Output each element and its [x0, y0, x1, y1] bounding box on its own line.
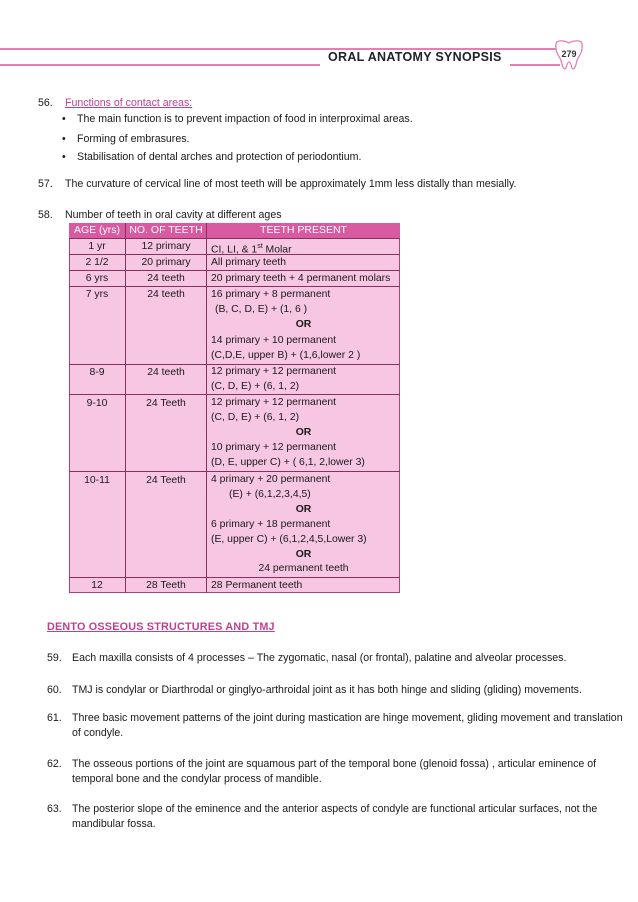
table-cell-age: 7 yrs: [85, 289, 109, 300]
table-cell-or: OR: [295, 319, 312, 330]
bullet-icon: •: [62, 133, 66, 145]
table-cell-present: (C, D, E) + (6, 1, 2): [211, 381, 300, 392]
table-cell-age: 1 yr: [88, 241, 106, 252]
item-56: [38, 96, 598, 110]
item-text: The curvature of cervical line of most teeth will be approximately 1mm less distally than mesially.: [65, 178, 517, 190]
table-cell-present: (C, D, E) + (6, 1, 2): [211, 412, 300, 423]
table-cell-age: 8-9: [89, 367, 105, 378]
item-text: Each maxilla consists of 4 processes – The zygomatic, nasal (or frontal), palatine and alveolar processes.: [72, 652, 567, 664]
bullet-text: Forming of embrasures.: [77, 133, 190, 145]
table-cell-present: 6 primary + 18 permanent: [211, 519, 331, 530]
table-header-age: AGE (yrs): [69, 223, 125, 238]
item-62: [47, 756, 607, 788]
item-text: TMJ is condylar or Diarthrodal or ginglyo-arthroidal joint as it has both hinge and sliding (gliding) movements.: [72, 684, 582, 696]
bullet-icon: •: [62, 113, 66, 125]
item-number: 61.: [47, 712, 62, 724]
item-number: 57.: [38, 178, 53, 190]
table-cell-present: 20 primary teeth + 4 permanent molars: [211, 273, 391, 284]
table-column-divider: [206, 223, 207, 593]
table-cell-age: 2 1/2: [85, 257, 109, 268]
item-60: [47, 682, 607, 698]
table-cell-present: 10 primary + 12 permanent: [211, 442, 337, 453]
table-cell-count: 12 primary: [141, 241, 191, 252]
table-header-count: NO. OF TEETH: [126, 223, 206, 238]
item-number: 60.: [47, 684, 62, 696]
item-text: Three basic movement patterns of the joint during mastication are hinge movement, gliding movement and translation: [72, 712, 623, 724]
section-heading: DENTO OSSEOUS STRUCTURES AND TMJ: [47, 621, 275, 633]
table-cell-present: (E, upper C) + (6,1,2,4,5,Lower 3): [211, 534, 367, 545]
item-text-continued: of condyle.: [72, 727, 124, 739]
item-text-continued: temporal bone and the condylar process of mandible.: [72, 773, 322, 785]
item-59: [47, 650, 607, 666]
item-text: The posterior slope of the eminence and the anterior aspects of condyle are functional articular surfaces, not the: [72, 803, 598, 815]
table-cell-age: 6 yrs: [85, 273, 109, 284]
table-cell-present: (B, C, D, E) + (1, 6 ): [215, 304, 308, 315]
table-cell-present: (C,D,E, upper B) + (1,6,lower 2 ): [211, 350, 361, 361]
item-63: [47, 801, 607, 833]
item-text: Number of teeth in oral cavity at different ages: [65, 209, 282, 221]
item-number: 59.: [47, 652, 62, 664]
item-heading: Functions of contact areas:: [65, 97, 193, 109]
table-cell-present: 24 permanent teeth: [258, 563, 349, 574]
item-61: [47, 710, 623, 742]
table-cell-or: OR: [295, 549, 312, 560]
table-cell-present: 28 Permanent teeth: [211, 580, 303, 591]
table-cell-count: 28 Teeth: [146, 580, 186, 591]
running-header-title: ORAL ANATOMY SYNOPSIS: [320, 50, 510, 66]
table-cell-count: 24 teeth: [147, 367, 185, 378]
table-cell-present: (E) + (6,1,2,3,4,5): [229, 489, 311, 500]
item-number: 56.: [38, 97, 53, 109]
item-58: [38, 208, 598, 222]
table-cell-count: 24 teeth: [147, 289, 185, 300]
table-cell-present: 12 primary + 12 permanent: [211, 366, 337, 377]
teeth-age-table: [69, 223, 400, 593]
table-cell-age: 12: [91, 580, 103, 591]
table-cell-count: 24 teeth: [147, 273, 185, 284]
table-cell-count: 24 Teeth: [146, 398, 186, 409]
table-cell-present: 16 primary + 8 permanent: [211, 289, 331, 300]
bullet-icon: •: [62, 151, 66, 163]
table-cell-present: 12 primary + 12 permanent: [211, 397, 337, 408]
table-cell-or: OR: [295, 427, 312, 438]
bullet-text: Stabilisation of dental arches and protection of periodontium.: [77, 151, 362, 163]
table-cell-age: 10-11: [84, 475, 110, 486]
table-cell-count: 24 Teeth: [146, 475, 186, 486]
item-number: 63.: [47, 803, 62, 815]
table-cell-present: 14 primary + 10 permanent: [211, 335, 337, 346]
table-cell-count: 20 primary: [141, 257, 191, 268]
table-header-present: TEETH PRESENT: [207, 223, 400, 238]
item-text-continued: mandibular fossa.: [72, 818, 156, 830]
table-cell-or: OR: [295, 504, 312, 515]
table-cell-present: (D, E, upper C) + ( 6,1, 2,lower 3): [211, 457, 365, 468]
item-number: 58.: [38, 209, 53, 221]
item-57: [38, 177, 618, 191]
table-cell-present: 4 primary + 20 permanent: [211, 474, 331, 485]
table-cell-present: CI, LI, & 1st Molar: [211, 243, 292, 256]
item-text: The osseous portions of the joint are squamous part of the temporal bone (glenoid fossa) , articular eminence of: [72, 758, 597, 770]
page-number: 279: [561, 49, 577, 59]
bullet-text: The main function is to prevent impaction of food in interproximal areas.: [77, 113, 413, 125]
table-cell-present: All primary teeth: [211, 257, 287, 268]
table-cell-age: 9-10: [86, 398, 108, 409]
item-number: 62.: [47, 758, 62, 770]
